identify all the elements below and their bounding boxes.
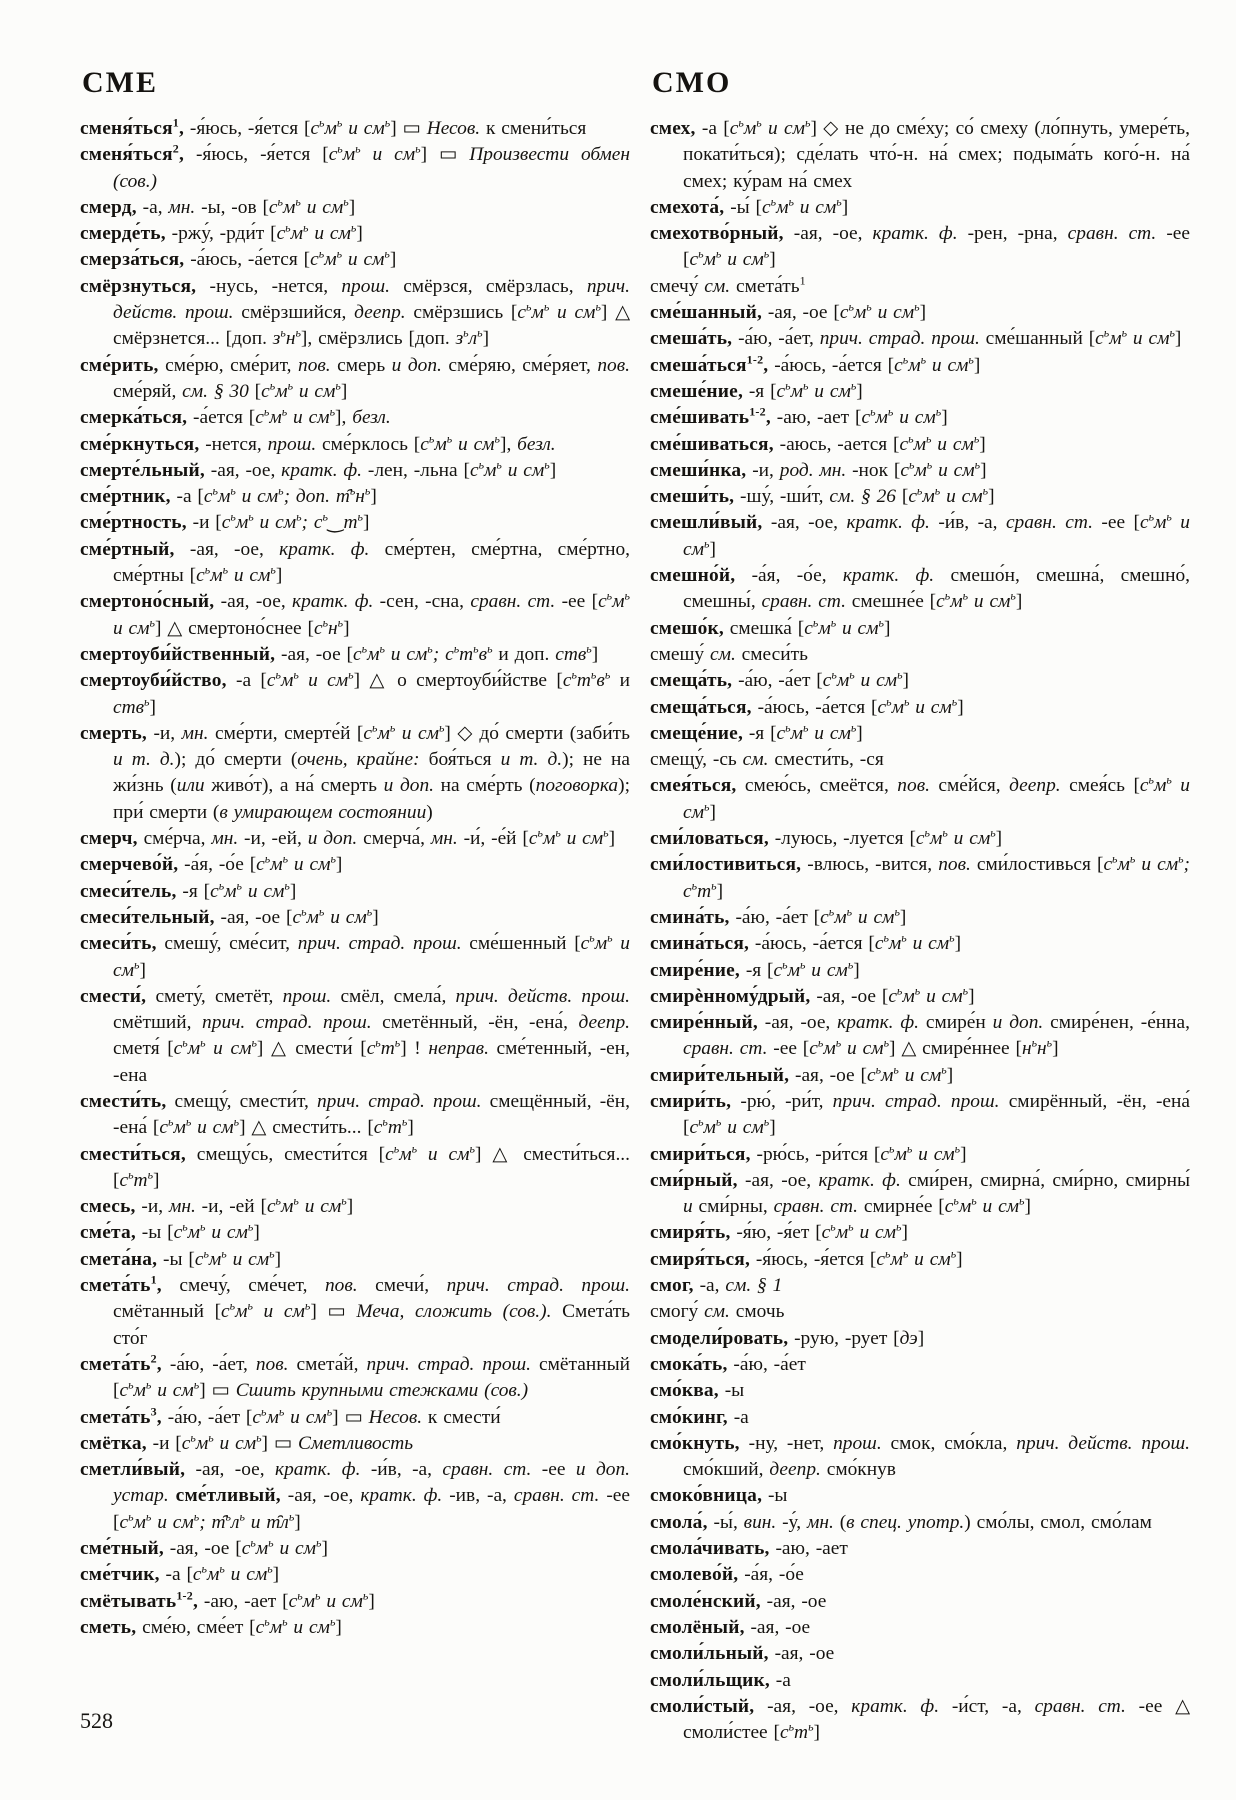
- dictionary-entry: смётывать$^{1-2}$, -аю, -ает [$с^ьм^ь$ и $см^ь$]: [80, 1588, 375, 1612]
- dictionary-entry: смерка́ться, -а́ется [$с^ьм^ь$ и $см^ь$], безл.: [80, 404, 391, 429]
- dictionary-entry: смесь, -и, мн. -и, -ей [$с^ьм^ь$ и $см^ь$]: [80, 1193, 354, 1218]
- dictionary-entry: смо́кинг, -а: [650, 1406, 749, 1428]
- dictionary-entry: смеща́ть, -а́ю, -а́ет [$с^ьм^ь$ и $см^ь$]: [650, 667, 909, 692]
- dictionary-entry: $смета́ть^3$, -а́ю, -а́ет [$с^ьм^ь$ и $см^ь$] ▭ Несов. к смести́: [80, 1404, 501, 1428]
- dictionary-entry: сме́та, -ы [$с^ьм^ь$ и $см^ь$]: [80, 1220, 260, 1244]
- left-column-header: СМЕ: [82, 66, 158, 99]
- dictionary-entry: смеща́ться, -а́юсь, -а́ется [$с^ьм^ь$ и $см^ь$]: [650, 694, 964, 718]
- dictionary-entry: сменя́ться$^2$, -я́юсь, -я́ется [$с^ьм^ь$ и $см^ь$] ▭ Произвести обмен (сов.): [80, 141, 630, 192]
- dictionary-entry: сме́тный, -ая, -ое [$с^ьм^ь$ и $см^ь$]: [80, 1535, 328, 1560]
- dictionary-entry: смерте́льный, -ая, -ое, кратк. ф. -лен, -льна [$с^ьм^ь$ и $см^ь$]: [80, 457, 557, 481]
- dictionary-entry: смири́тельный, -ая, -ое [$с^ьм^ь$ и $см^ь$]: [650, 1062, 954, 1086]
- dictionary-entry: смеше́ние, -я [$с^ьм^ь$ и $см^ь$]: [650, 378, 863, 402]
- right-column-header: СМО: [652, 66, 732, 99]
- dictionary-entry: смеша́ть, -а́ю, -а́ет, прич. страд. прош. сме́шанный [$с^ьм^ь$ и $см^ь$]: [650, 325, 1182, 350]
- dictionary-entry: смола́, -ы́, вин. -у́, мн. (в спец. употр.) смо́лы, смол, смо́лам: [650, 1511, 1152, 1533]
- dictionary-entry: смо́ква, -ы: [650, 1380, 745, 1402]
- dictionary-entry: смина́ться, -а́юсь, -а́ется [$с^ьм^ь$ и $см^ь$]: [650, 930, 962, 955]
- dictionary-entry: смертоно́сный, -ая, -ое, кратк. ф. -сен, -сна, сравн. ст. -ее [$с^ьм^ь$ и $см^ь$] △ смертоно́снее $[с^ьн^ь]$: [80, 588, 630, 639]
- dictionary-entry: смерд, -а, мн. -ы, -ов [$с^ьм^ь$ и $см^ь$]: [80, 194, 356, 218]
- dictionary-entry: смести́ться, смещу́сь, смести́тся [$с^ьм^ь$ и $см^ь$] △ смести́ться... $[с^ьт^ь]$: [80, 1141, 631, 1191]
- dictionary-entry: смерч, сме́рча, мн. -и, -ей, и доп. смерча́, мн. -и́, -е́й [$с^ьм^ь$ и $см^ь$]: [80, 825, 616, 850]
- dictionary-entry: сменя́ться$^1$, -я́юсь, -я́ется [$с^ьм^ь$ и $см^ь$] ▭ Несов. к смени́ться: [80, 115, 587, 139]
- dictionary-entry: $смета́ть^1$, смечу́, сме́чет, пов. смечи́, прич. страд. прош. смётанный [$с^ьм^ь$ и $см^ь$] ▭ Меча, сложить (сов.). Смета́ть сто́г: [80, 1272, 631, 1349]
- dictionary-entry: смеши́нка, -и, род. мн. -нок [$с^ьм^ь$ и $см^ь$]: [650, 457, 987, 481]
- dictionary-entry: смоли́льный, -ая, -ое: [650, 1643, 835, 1665]
- dictionary-entry: сме́ртник, -а [$с^ьм^ь$ и $см^ь$; доп. $т̑^ьн^ь$]: [80, 483, 377, 508]
- dictionary-entry: смока́ть, -а́ю, -а́ет: [650, 1353, 806, 1375]
- dictionary-entry: сме́шиваться, -аюсь, -ается [$с^ьм^ь$ и $см^ь$]: [650, 431, 986, 455]
- dictionary-entry: смёрзнуться, -нусь, -нется, прош. смёрзся, смёрзлась, прич. действ. прош. смёрзшийся, деепр. смёрзшись [$с^ьм^ь$ и $см^ь$] △ смёрзнется... [доп. $з^ьн^ь$], смёрзлись [доп. $з^ьл^ь$]: [80, 275, 631, 350]
- dictionary-entry: смехотво́рный, -ая, -ое, кратк. ф. -рен, -рна, сравн. ст. -ее [$с^ьм^ь$ и $см^ь$]: [650, 223, 1190, 271]
- dictionary-entry: смире́нный, -ая, -ое, кратк. ф. смире́н и доп. смире́нен, -е́нна, сравн. ст. -ее [$с^ьм^ь$ и $см^ь$] △ смире́ннее $[н^ьн^ь]$: [650, 1012, 1191, 1060]
- dictionary-entry: смехота́, -ы́ [$с^ьм^ь$ и $см^ь$]: [650, 194, 849, 218]
- dictionary-entry: сме́рить, сме́рю, сме́рит, пов. смерь и доп. сме́ряю, сме́ряет, пов. сме́ряй, см. § 30 [$с^ьм^ь$ и $см^ь$]: [80, 354, 631, 402]
- dictionary-entry: смеси́тель, -я [$с^ьм^ь$ и $см^ь$]: [80, 878, 297, 902]
- dictionary-entry: смещу́, -сь см. смести́ть, -ся: [650, 749, 884, 771]
- dictionary-entry: смоле́нский, -ая, -ое: [650, 1590, 827, 1612]
- dictionary-entry: смирѐнному́дрый, -ая, -ое [$с^ьм^ь$ и $см^ь$]: [650, 983, 975, 1007]
- dictionary-entry: сме́ртный, -ая, -ое, кратк. ф. сме́ртен, сме́ртна, сме́ртно, сме́ртны [$с^ьм^ь$ и $см^ь$]: [80, 538, 630, 587]
- dictionary-entry: смести́, смету́, сметёт, прош. смёл, смела́, прич. действ. прош. смётший, прич. страд. прош. сметённый, -ён, -ена́, деепр. сметя́ [$с^ьм^ь$ и $см^ь$] △ смести́ $[с^ьт^ь]$ ! неправ. сме́тенный, -ен, -ена: [80, 985, 631, 1086]
- dictionary-entry: смолево́й, -а́я, -о́е: [650, 1564, 804, 1586]
- dictionary-entry: смогу́ см. смочь: [650, 1301, 785, 1323]
- dictionary-entry: сметли́вый, -ая, -ое, кратк. ф. -и́в, -а, сравн. ст. -ее и доп. устар. сме́тливый, -ая, -ое, кратк. ф. -ив, -а, сравн. ст. -ее [$с^ьм^ь$ и $см^ь$; $т̑^ьл^ь$ и $т̑л^ь$]: [80, 1459, 630, 1533]
- left-column: [80, 66, 630, 1746]
- dictionary-entry: смири́ться, -рю́сь, -ри́тся [$с^ьм^ь$ и $см^ь$]: [650, 1141, 967, 1165]
- dictionary-entry: сме́шанный, -ая, -ое [$с^ьм^ь$ и $см^ь$]: [650, 299, 927, 324]
- dictionary-entry: смешу́ см. смеси́ть: [650, 643, 808, 665]
- dictionary-entry: сметь, сме́ю, сме́ет [$с^ьм^ь$ и $см^ь$]: [80, 1614, 342, 1638]
- dictionary-entry: смечу́ см. $смета́ть^1$: [650, 273, 806, 297]
- dictionary-entry: смог, -а, см. § 1: [650, 1275, 783, 1297]
- left-column-entries: [80, 116, 630, 1641]
- dictionary-entry: сме́ркнуться, -нется, прош. сме́рклось [$с^ьм^ь$ и $см^ь$], безл.: [80, 431, 556, 455]
- dictionary-entry: смодели́ровать, -рую, -рует [дэ]: [650, 1327, 925, 1349]
- dictionary-entry: смерть, -и, мн. сме́рти, смерте́й [$с^ьм^ь$ и $см^ь$] ◇ до́ смерти (заби́ть и т. д.); до́ смерти (очень, крайне: боя́ться и т. д.); не на жи́знь (или живо́т), а на́ смерть и доп. на сме́рть (поговорка); при́ смерти (в умирающем состоянии): [80, 720, 631, 823]
- dictionary-entry: смета́на, -ы [$с^ьм^ь$ и $см^ь$]: [80, 1246, 282, 1270]
- dictionary-entry: смести́ть, смещу́, смести́т, прич. страд. прош. смещённый, -ён, -ена́ [$с^ьм^ь$ и $см^ь$] △ смести́ть... $[с^ьт^ь]$: [80, 1090, 630, 1139]
- dictionary-entry: смешно́й, -а́я, -о́е, кратк. ф. смешо́н, смешна́, смешно́, смешны́, сравн. ст. смешне́е [$с^ьм^ь$ и $см^ь$]: [650, 565, 1190, 613]
- dictionary-entry: смешо́к, смешка́ [$с^ьм^ь$ и $см^ь$]: [650, 615, 891, 639]
- dictionary-entry: смеси́ть, смешу́, сме́сит, прич. страд. прош. сме́шенный [$с^ьм^ь$ и $см^ь$]: [80, 930, 630, 981]
- page-number: 528: [80, 1708, 113, 1733]
- dictionary-entry: смо́кнуть, -ну, -нет, прош. смок, смо́кла, прич. действ. прош. смо́кший, деепр. смо́кнув: [650, 1432, 1190, 1481]
- dictionary-entry: сме́шивать$^{1-2}$, -аю, -ает [$с^ьм^ь$ и $см^ь$]: [650, 404, 948, 429]
- dictionary-entry: сми́ловаться, -луюсь, -луется [$с^ьм^ь$ и $см^ь$]: [650, 825, 1003, 850]
- dictionary-entry: смеша́ться$^{1-2}$, -а́юсь, -а́ется [$с^ьм^ь$ и $см^ь$]: [650, 352, 981, 376]
- dictionary-entry: смина́ть, -а́ю, -а́ет [$с^ьм^ь$ и $см^ь$]: [650, 904, 907, 928]
- dictionary-entry: смоли́льщик, -а: [650, 1669, 791, 1691]
- right-column: [650, 66, 1190, 1746]
- dictionary-entry: смея́ться, смею́сь, смеётся, пов. сме́йся, деепр. смея́сь [$с^ьм^ь$ и $см^ь$]: [650, 772, 1190, 823]
- dictionary-entry: смерчево́й, -а́я, -о́е [$с^ьм^ь$ и $см^ь$]: [80, 851, 343, 876]
- dictionary-entry: смерза́ться, -а́юсь, -а́ется [$с^ьм^ь$ и $см^ь$]: [80, 247, 397, 271]
- dictionary-entry: смешли́вый, -ая, -ое, кратк. ф. -и́в, -а, сравн. ст. -ее [$с^ьм^ь$ и $см^ь$]: [650, 509, 1191, 560]
- dictionary-entry: смоко́вница, -ы: [650, 1485, 788, 1507]
- dictionary-entry: смиря́ться, -я́юсь, -я́ется [$с^ьм^ь$ и $см^ь$]: [650, 1246, 963, 1270]
- dictionary-entry: смеши́ть, -шу́, -ши́т, см. § 26 [$с^ьм^ь$ и $см^ь$]: [650, 483, 995, 508]
- dictionary-entry: сми́лостивиться, -влюсь, -вится, пов. сми́лостивься [$с^ьм^ь$ и $см^ь$; $с^ьт^ь$]: [650, 851, 1191, 902]
- dictionary-entry: смерде́ть, -ржу́, -рди́т [$с^ьм^ь$ и $см^ь$]: [80, 220, 363, 245]
- dictionary-entry: сми́рный, -ая, -ое, кратк. ф. сми́рен, смирна́, сми́рно, смирны́ и сми́рны, сравн. ст. смирне́е [$с^ьм^ь$ и $см^ь$]: [650, 1169, 1190, 1218]
- dictionary-entry: смиря́ть, -я́ю, -я́ет [$с^ьм^ь$ и $см^ь$]: [650, 1220, 908, 1244]
- dictionary-entry: $смета́ть^2$, -а́ю, -а́ет, пов. смета́й, прич. страд. прош. смётанный [$с^ьм^ь$ и $см^ь$] ▭ Сшить крупными стежками (сов.): [80, 1351, 630, 1402]
- dictionary-entry: сме́тчик, -а [$с^ьм^ь$ и $см^ь$]: [80, 1561, 280, 1586]
- dictionary-entry: смеси́тельный, -ая, -ое [$с^ьм^ь$ и $см^ь$]: [80, 904, 379, 928]
- dictionary-entry: смётка, -и [$с^ьм^ь$ и $см^ь$] ▭ Сметливость: [80, 1430, 414, 1454]
- dictionary-entry: смири́ть, -рю́, -ри́т, прич. страд. прош. смирённый, -ён, -ена́ [$с^ьм^ь$ и $см^ь$]: [650, 1090, 1191, 1139]
- right-column-entries: [650, 116, 1190, 1746]
- dictionary-entry: смертоуби́йство, -а [$с^ьм^ь$ и $см^ь$] △ о смертоуби́йстве [$с^ьт^ьв^ь$ и ств$^ь$]: [80, 667, 630, 718]
- dictionary-entry: смертоуби́йственный, -ая, -ое [$с^ьм^ь$ и $см^ь$; $с^ьт^ьв^ь$ и доп. ств$^ь$]: [80, 641, 599, 665]
- dictionary-entry: смоли́стый, -ая, -ое, кратк. ф. -и́ст, -а, сравн. ст. -ее △ смоли́стее $[с^ьт^ь]$: [650, 1695, 1191, 1744]
- dictionary-entry: смире́ние, -я [$с^ьм^ь$ и $см^ь$]: [650, 957, 860, 981]
- dictionary-entry: смолёный, -ая, -ое: [650, 1616, 811, 1638]
- dictionary-entry: смех, -а [$с^ьм^ь$ и $см^ь$] ◇ не до сме́ху; со́ смеху (ло́пнуть, умере́ть, покати́ться); сде́лать что́-н. на́ смех; подыма́ть кого́-н. на́ смех; ку́рам на́ смех: [650, 115, 1190, 192]
- dictionary-entry: смеще́ние, -я [$с^ьм^ь$ и $см^ь$]: [650, 720, 863, 744]
- dictionary-entry: смола́чивать, -аю, -ает: [650, 1538, 848, 1560]
- dictionary-entry: сме́ртность, -и [$с^ьм^ь$ и $см^ь$; $с^ь‿т^ь$]: [80, 509, 370, 534]
